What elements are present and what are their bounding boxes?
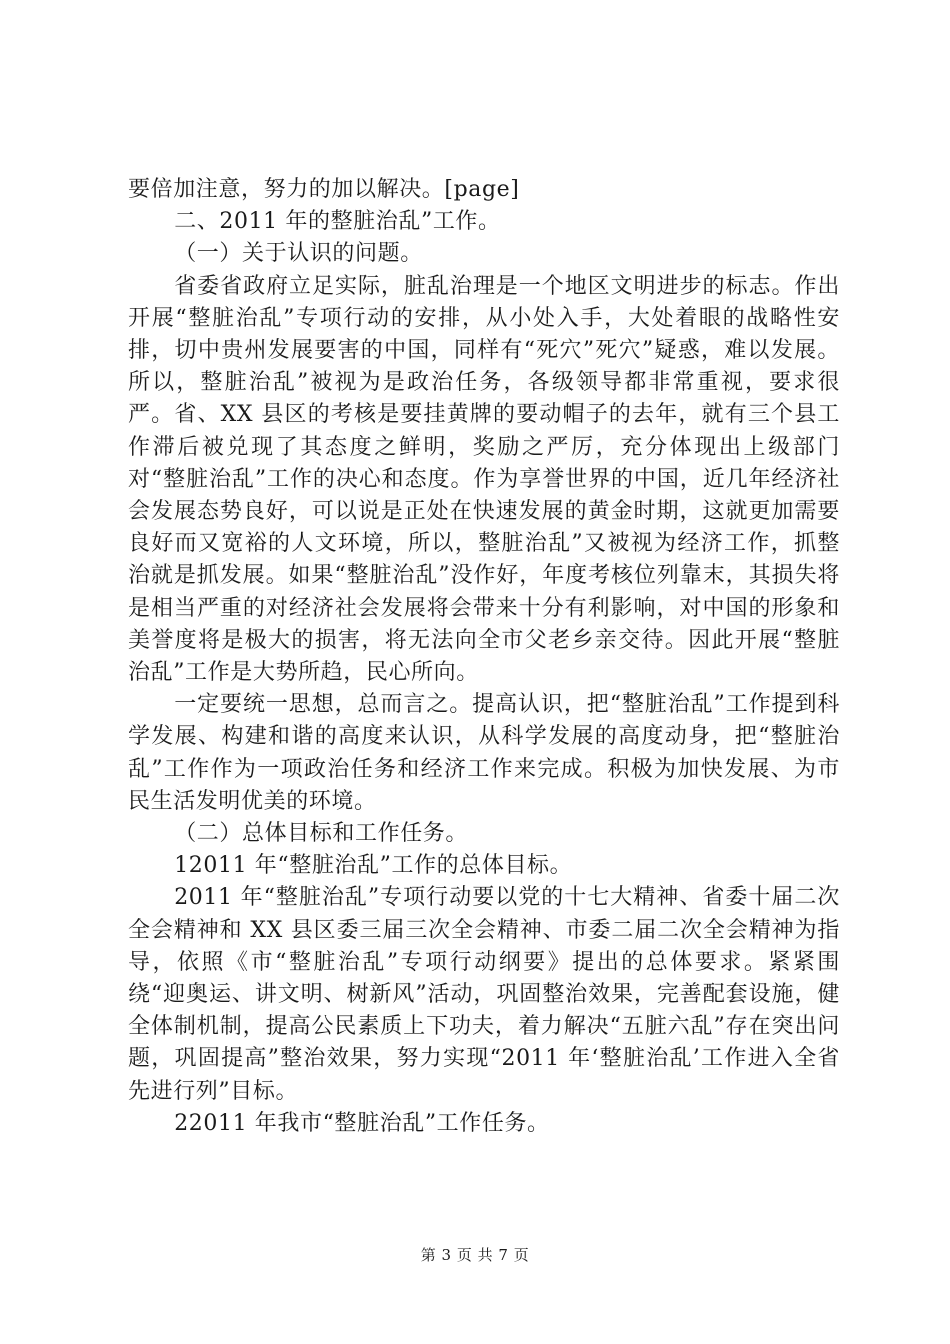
item-heading: 22011 年我市“整脏治乱”工作任务。 — [174, 1110, 550, 1136]
subsection-heading: （一）关于认识的问题。 — [174, 241, 423, 267]
item-heading: 12011 年“整脏治乱”工作的总体目标。 — [174, 853, 573, 879]
paragraph: 要倍加注意，努力的加以解决。[page] — [128, 177, 520, 202]
section-heading: 二、2011 年的整脏治乱”工作。 — [174, 209, 501, 235]
document-body — [128, 174, 840, 1140]
paragraph: 2011 年“整脏治乱”专项行动要以党的十七大精神、省委十届二次全会精神和 XX 县区委三届三次全会精神、市委二届二次全会精神为指导，依照《市“整脏治乱”专项行动纲要》提出的总体要求。紧紧围绕“迎奥运、讲文明、树新风”活动，巩固整治效果，完善配套设施，健全体制机制，提高公民素质上下功夫，着力解决“五脏六乱”存在突出问题，巩固提高”整治效果，努力实现“2011 年‘整脏治乱’工作进入全省先进行列”目标。 — [128, 885, 840, 1104]
subsection-heading: （二）总体目标和工作任务。 — [174, 821, 468, 847]
paragraph: 省委省政府立足实际，脏乱治理是一个地区文明进步的标志。作出开展“整脏治乱”专项行动的安排，从小处入手，大处着眼的战略性安排，切中贵州发展要害的中国，同样有“死穴”死穴”疑惑，难以发展。所以，整脏治乱”被视为是政治任务，各级领导都非常重视，要求很严。省、XX 县区的考核是要挂黄牌的要动帽子的去年，就有三个县工作滞后被兑现了其态度之鲜明，奖励之严厉，充分体现出上级部门对“整脏治乱”工作的决心和态度。作为享誉世界的中国，近几年经济社会发展态势良好，可以说是正处在快速发展的黄金时期，这就更加需要良好而又宽裕的人文环境，所以，整脏治乱”又被视为经济工作，抓整治就是抓发展。如果“整脏治乱”没作好，年度考核位列靠末，其损失将是相当严重的对经济社会发展将会带来十分有利影响，对中国的形象和美誉度将是极大的损害，将无法向全市父老乡亲交待。因此开展“整脏治乱”工作是大势所趋，民心所向。 — [128, 273, 840, 686]
paragraph: 一定要统一思想，总而言之。提高认识，把“整脏治乱”工作提到科学发展、构建和谐的高度来认识，从科学发展的高度动身，把“整脏治乱”工作作为一项政治任务和经济工作来完成。积极为加快发展、为市民生活发明优美的环境。 — [128, 692, 840, 814]
page-footer: 第 3 页 共 7 页 — [420, 1246, 530, 1264]
